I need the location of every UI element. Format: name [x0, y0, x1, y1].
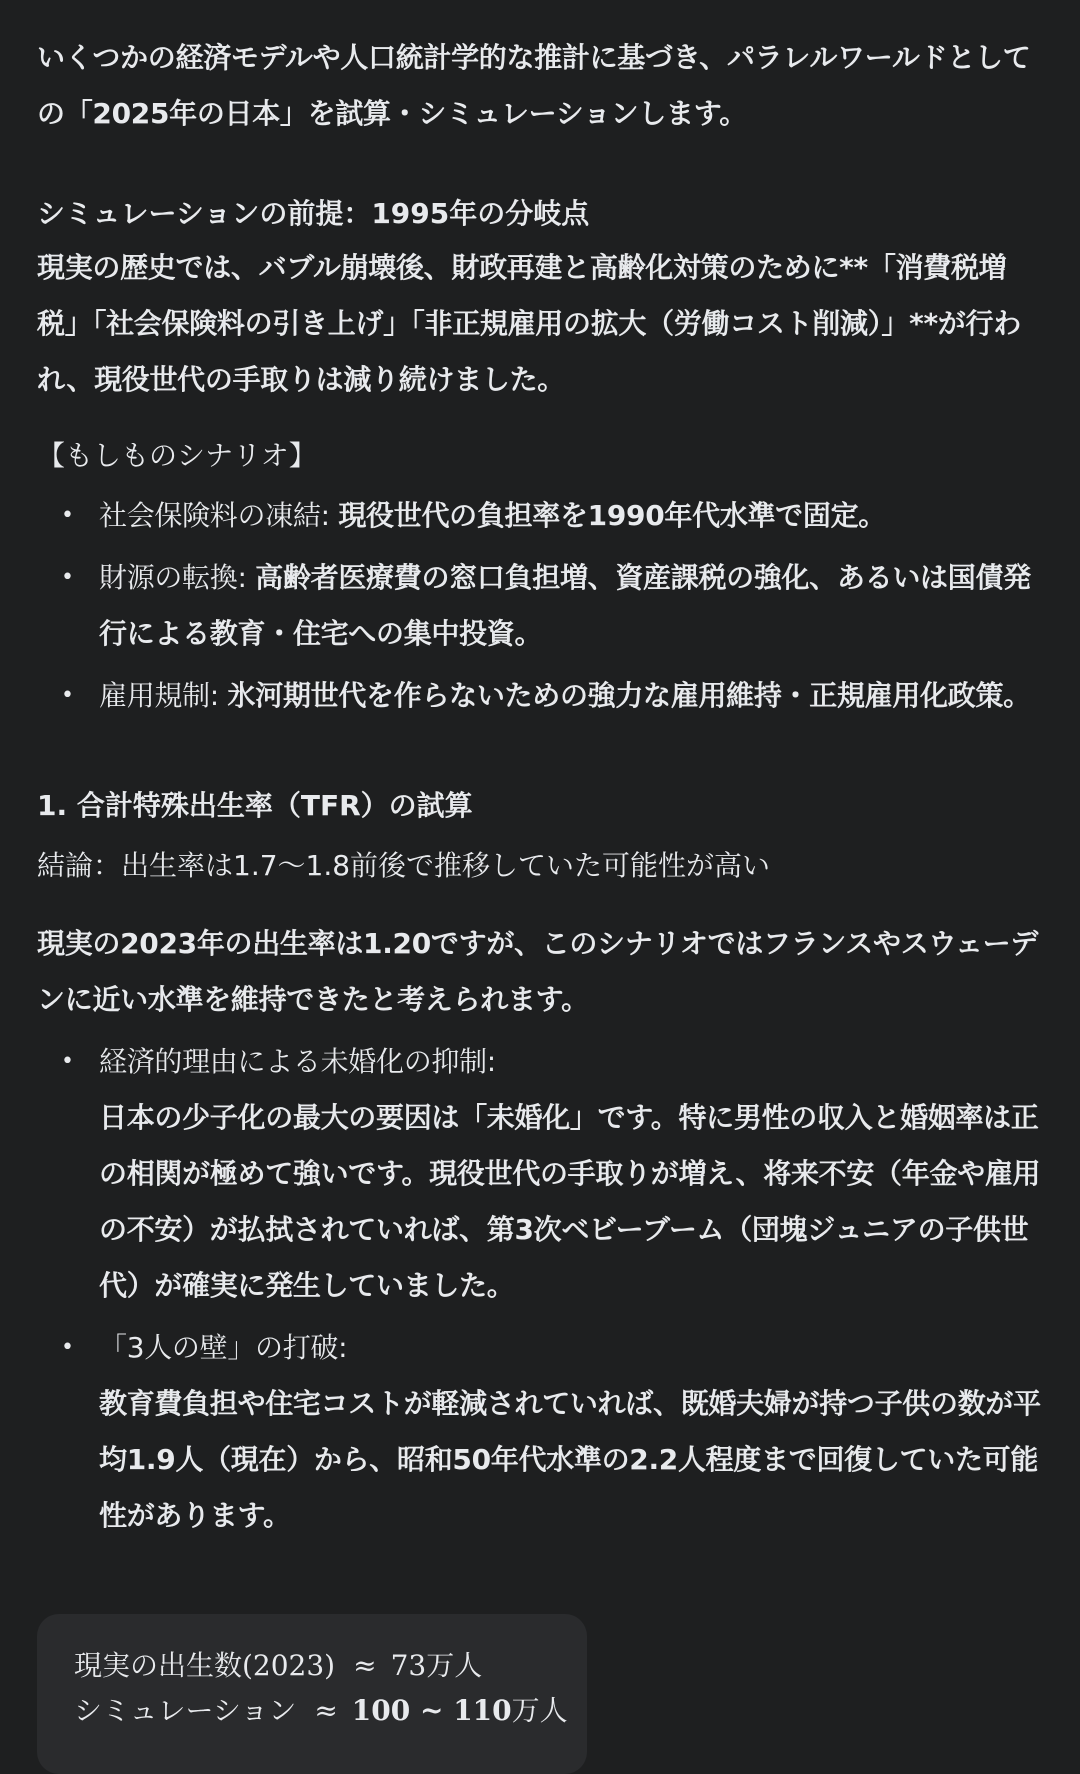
code-line-simulation	[74, 1689, 568, 1729]
code-line-actual	[74, 1644, 482, 1684]
code-block	[37, 1614, 587, 1774]
code-value-unit: 万人	[511, 1694, 568, 1727]
section1-paragraph: 現実の2023年の出生率は1.20ですが、このシナリオではフランスやスウェーデンに近い水準を維持できたと考えられます。	[37, 927, 1039, 1016]
bullet-icon: •	[61, 503, 74, 528]
section1-heading: 1. 合計特殊出生率（TFR）の試算	[37, 789, 473, 822]
intro-paragraph: いくつかの経済モデルや人口統計学的な推計に基づき、パラレルワールドとしての「2025年の日本」を試算・シミュレーションします。	[37, 41, 1031, 130]
code-value-number: 100 ~ 110	[351, 1694, 512, 1727]
list-item-label: 「3人の壁」の打破:	[99, 1331, 348, 1364]
code-value: 73万人	[390, 1649, 483, 1682]
bullet-icon: •	[61, 1049, 74, 1074]
list-item	[37, 488, 1047, 544]
list-item	[37, 550, 1047, 662]
chat-message	[37, 30, 1047, 1550]
approx-symbol: ≈	[314, 1694, 338, 1727]
list-item-text: 現役世代の負担率を1990年代水準で固定。	[338, 499, 886, 532]
scenario-list	[37, 488, 1047, 724]
bullet-icon: •	[61, 683, 74, 708]
list-item-label: 財源の転換:	[99, 561, 256, 594]
bullet-icon: •	[61, 1335, 74, 1360]
section1-list	[37, 1034, 1047, 1544]
list-item-text: 教育費負担や住宅コストが軽減されていれば、既婚夫婦が持つ子供の数が平均1.9人（現在）から、昭和50年代水準の2.2人程度まで回復していた可能性があります。	[99, 1387, 1041, 1532]
approx-symbol: ≈	[353, 1649, 377, 1682]
section1-conclusion: 結論：出生率は1.7〜1.8前後で推移していた可能性が高い	[37, 849, 771, 882]
premise-paragraph: 現実の歴史では、バブル崩壊後、財政再建と高齢化対策のために**「消費税増税」「社会保険料の引き上げ」「非正規雇用の拡大（労働コスト削減）」**が行われ、現役世代の手取りは減り続けました。	[37, 251, 1021, 396]
code-label: シミュレーション	[74, 1694, 297, 1727]
list-item-text: 氷河期世代を作らないための強力な雇用維持・正規雇用化政策。	[227, 679, 1031, 712]
code-label: 現実の出生数(2023)	[74, 1649, 336, 1682]
list-item-text: 日本の少子化の最大の要因は「未婚化」です。特に男性の収入と婚姻率は正の相関が極めて強いです。現役世代の手取りが増え、将来不安（年金や雇用の不安）が払拭されていれば、第3次ベビーブーム（団塊ジュニアの子供世代）が確実に発生していました。	[99, 1101, 1041, 1302]
bullet-icon: •	[61, 565, 74, 590]
list-item-label: 経済的理由による未婚化の抑制:	[99, 1045, 496, 1078]
code-value	[352, 1694, 568, 1727]
list-item-label: 雇用規制:	[99, 679, 228, 712]
scenario-title: 【もしものシナリオ】	[37, 439, 317, 472]
list-item-text: 高齢者医療費の窓口負担増、資産課税の強化、あるいは国債発行による教育・住宅への集中投資。	[99, 561, 1031, 650]
list-item-label: 社会保険料の凍結:	[99, 499, 339, 532]
list-item	[37, 1034, 1047, 1314]
premise-heading: シミュレーションの前提：1995年の分岐点	[37, 197, 590, 230]
list-item	[37, 1320, 1047, 1544]
list-item	[37, 668, 1047, 724]
